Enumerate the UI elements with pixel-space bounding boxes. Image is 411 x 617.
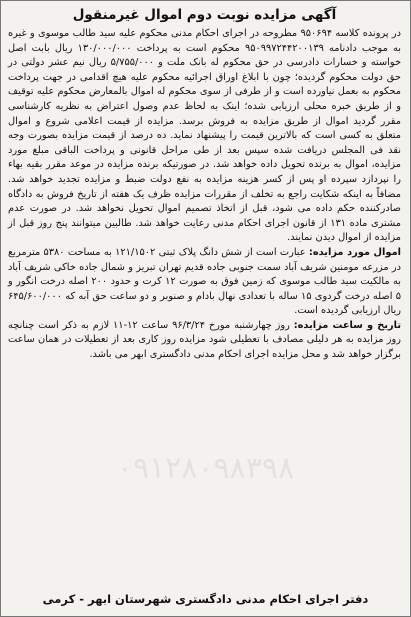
ad-title: آگهی مزایده نوبت دوم اموال غیرمنقول (72, 7, 337, 23)
intro-paragraph: در پرونده کلاسه ۹۵۰۶۹۴ مطروحه در اجرای احکام مدنی محکوم علیه سید طالب موسوی و غیره به موجب دادنامه ۹۵۰۹۹۷۲۴۴۲۰۰۱۳۹ محکوم است به پرداخت ۱۳۰/۰۰۰/۰۰۰ ریال بابت اصل خواسته و خسارات دادرسی در حق محکوم له بانک ملت و ۵/۷۵۵/۰۰۰ ریال نیم عشر دولتی در حق دولت محکوم گردیده؛ چون با ابلاغ اوراق اجرائیه محکوم علیه هیچ اقدامی در جهت پرداخت محکوم به بعمل نیاورده است و از طرفی از سوی محکوم له اموال بالمعارض محکوم علیه توقیف و از طریق خبره محلی ارزیابی شده؛ اینک به لحاظ عدم وصول اعتراض به نظریه کارشناسی مقرر گردید اموال از طریق مزایده به فروش برسد. مزایده از قیمت اعلامی شروع و اموال متعلق به کسی است که بالاترین قیمت را پیشنهاد نماید. ده درصد از قیمت مزایده بصورت وجه نقد فی المجلس دریافت شده سپس بعد از طی مراحل قانونی و پرداخت الباقی مبلغ مورد مزایده، اموال به برنده تحویل داده خواهد شد. در صورتیکه برنده مزایده در موعد مقرر بقیه بهاء را نپردازد سپرده او پس از کسر هزینه مزایده به نفع دولت ضبط و مزایده تجدید خواهد شد. مضافاً به اینکه شکایت راجع به تخلف از مقررات مزایده ظرف یک هفته از تاریخ فروش به دادگاه صادرکننده حکم داده می شود، قبل از اتخاذ تصمیم اموال تحویل نخواهد شد. در صورت عدم مشتری ماده ۱۳۱ از قانون اجرای احکام مدنی رعایت خواهد شد. طالبین میتوانند پنج روز قبل از مزایده از اموال دیدن نمایند. (8, 28, 402, 244)
property-paragraph (8, 246, 401, 319)
date-label: تاریخ و ساعت مزایده: (293, 319, 402, 331)
property-text: عبارت است از شش دانگ پلاک ثبتی ۱۲۱/۱۵۰۲ به مساحت ۵۳۸۰ مترمربع در مزرعه مومنین شریف آباد سمت جنوبی جاده قدیم تهران تبریز و شمال جاده خاکی شریف آباد به مالکیت سید طالب موسوی که زمین فوق به صورت ۱۲ کرت و حدود ۲۰۰ اصله درخت انگور و ۵ اصله درخت گردوی ۱۵ ساله با تعدادی نهال بادام و صنوبر و دو ساعت حق آبه که ۶۴۵/۶۰۰/۰۰۰ ریال ارزیابی گردیده است. (8, 246, 401, 317)
property-label: اموال مورد مزایده: (308, 246, 401, 258)
ad-footer: دفتر اجرای احکام مدنی دادگستری شهرستان ابهر - کرمی (42, 592, 369, 606)
watermark: ۰۹۱۲۸۰۹۸۳۹۸ (116, 451, 295, 486)
date-text: روز چهارشنبه مورخ ۹۶/۳/۲۴ ساعت ۱۲-۱۱ لازم به ذکر است چنانچه روز مزایده به هر دلیلی مصادف با تعطیلی شود مزایده روز کاری بعد از تعطیلات در همان ساعت برگزار خواهد شد و محل مزایده اجرای احکام مدنی دادگستری ابهر می باشد. (8, 319, 401, 361)
ad-body (8, 27, 401, 363)
date-paragraph (8, 319, 401, 363)
